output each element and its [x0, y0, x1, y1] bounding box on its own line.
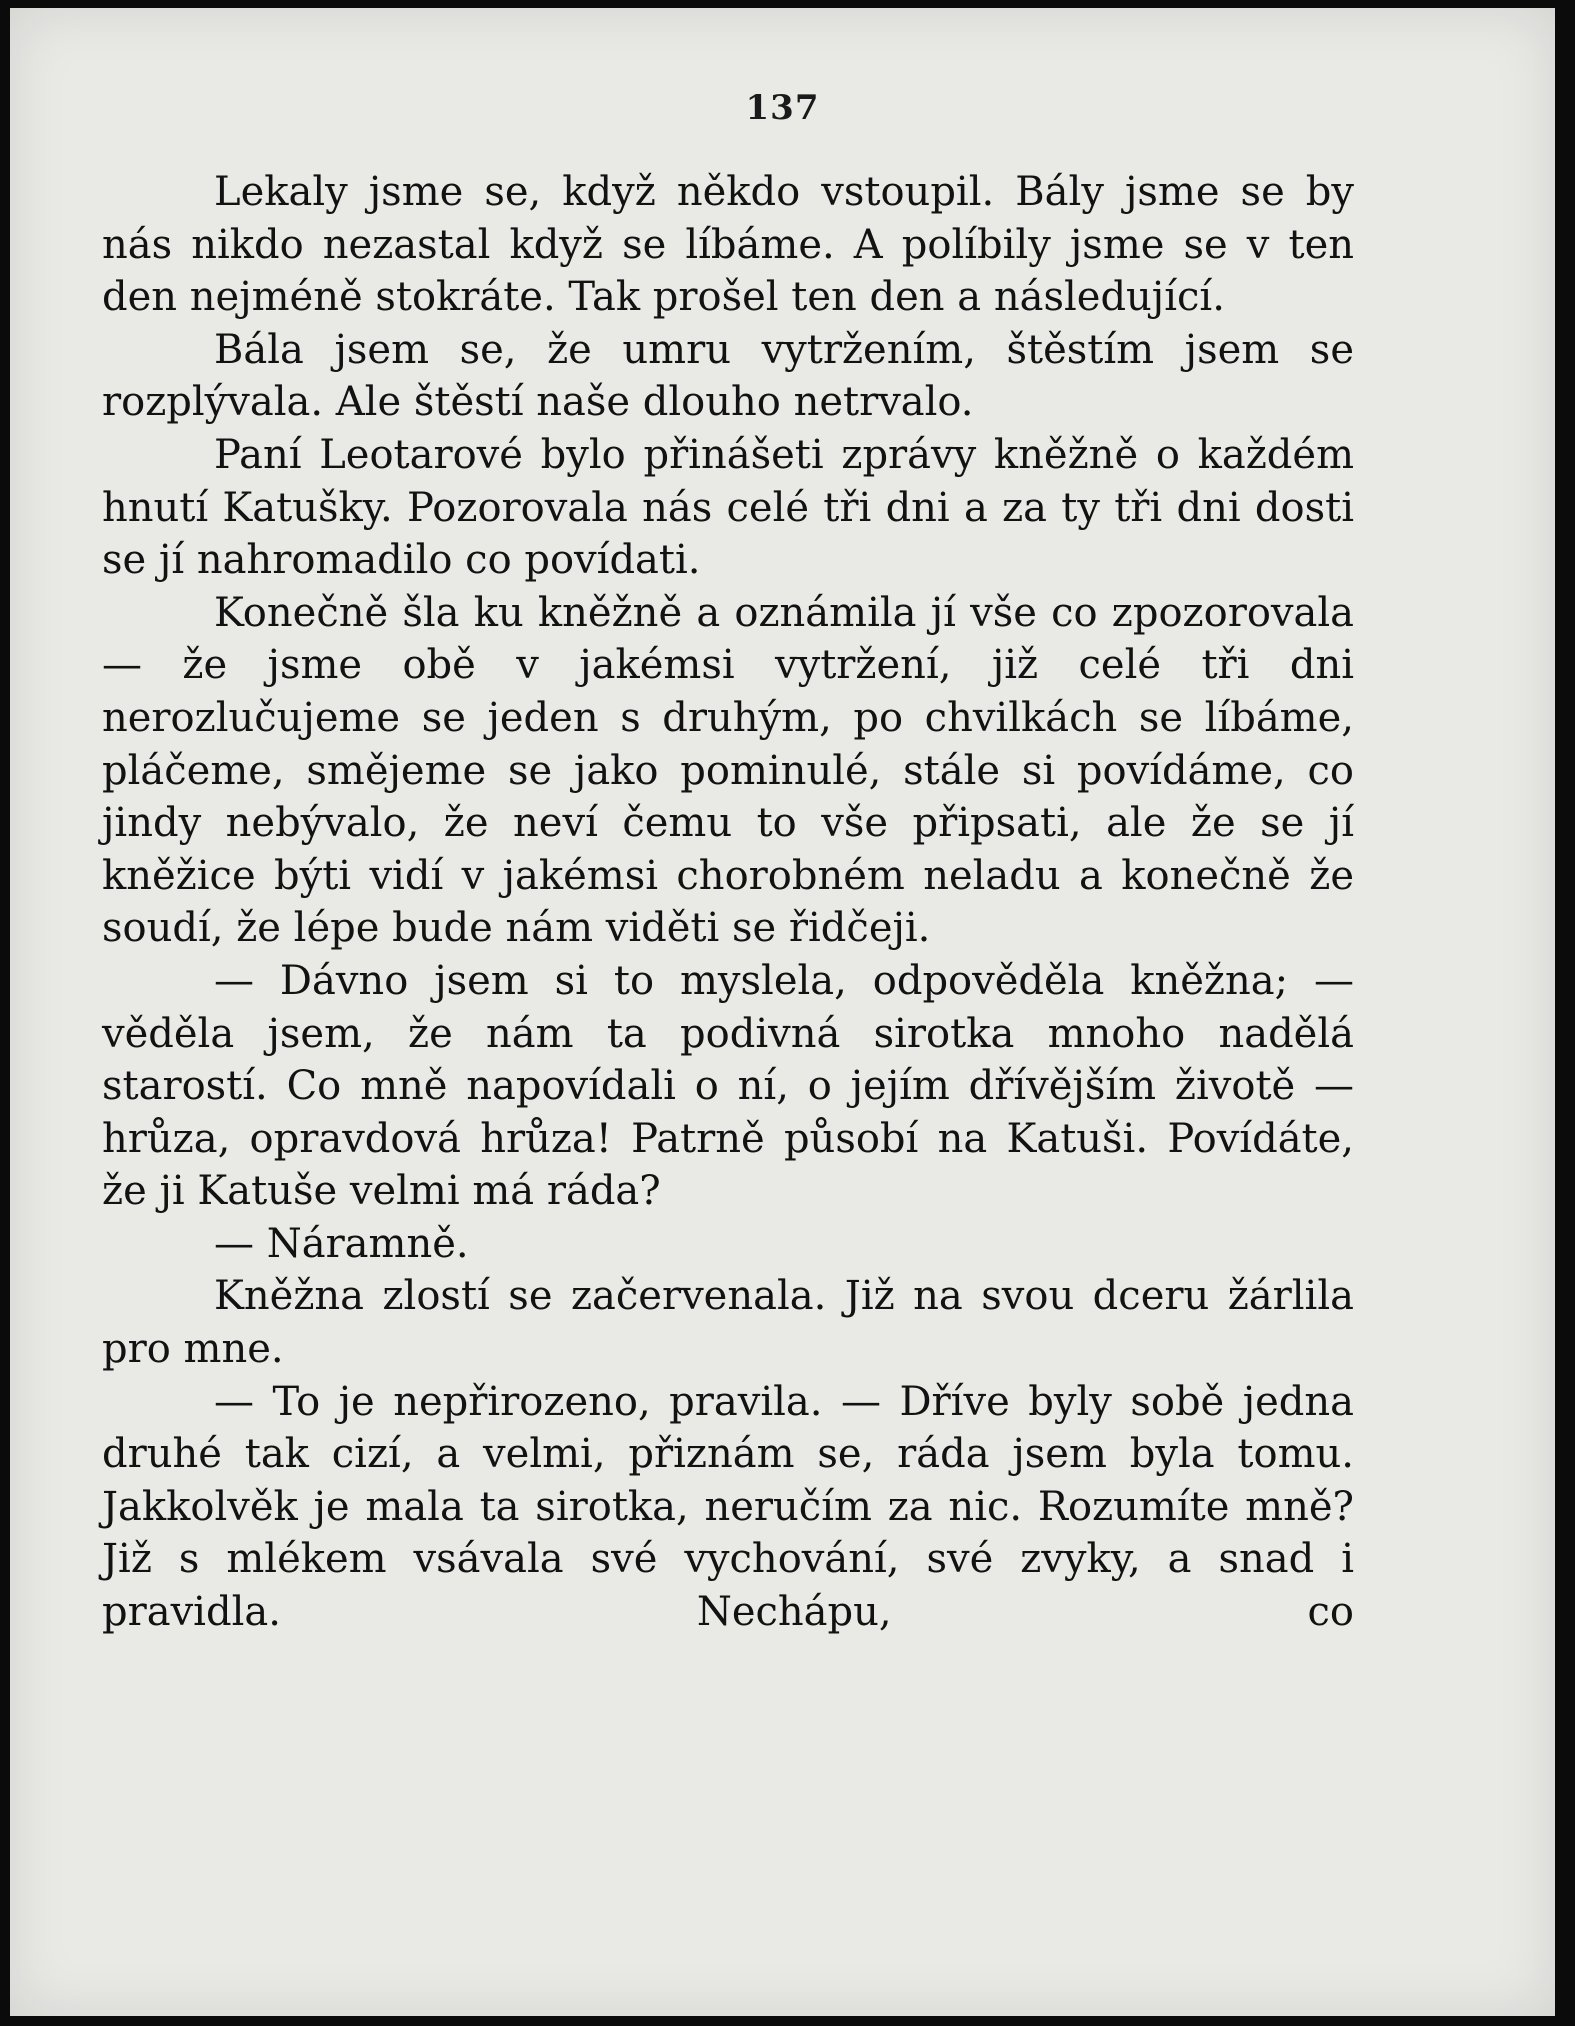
- paragraph-5: — Dávno jsem si to myslela, odpověděla kněžna; — věděla jsem, že nám ta podivná sirotka mnoho nadělá starostí. Co mně napovídali o ní, o jejím dřívějším životě — hrůza, opravdová hrůza! Patrně působí na Katuši. Povídáte, že ji Katuše velmi má ráda?: [102, 957, 1354, 1215]
- page-body-text: [102, 166, 1354, 1639]
- paragraph-1: Lekaly jsme se, když někdo vstoupil. Bály jsme se by nás nikdo nezastal když se líbáme. A políbily jsme se v ten den nejméně stokráte. Tak prošel ten den a následující.: [102, 169, 1354, 321]
- paragraph-2: Bála jsem se, že umru vytržením, štěstím jsem se rozplývala. Ale štěstí naše dlouho netrvalo.: [102, 326, 1354, 426]
- paragraph-8: — To je nepřirozeno, pravila. — Dříve byly sobě jedna druhé tak cizí, a velmi, přiznám se, ráda jsem byla tomu. Jakkolvěk je mala ta sirotka, neručím za nic. Rozumíte mně? Již s mlékem vsávala své vychování, své zvyky, a snad i pravidla. Nechápu, co: [102, 1378, 1354, 1636]
- book-page: [10, 8, 1555, 2016]
- paragraph-4: Konečně šla ku kněžně a oznámila jí vše co zpozorovala — že jsme obě v jakémsi vytržení, již celé tři dni nerozlučujeme se jeden s druhým, po chvilkách se líbáme, pláčeme, smějeme se jako pominulé, stále si povídáme, co jindy nebývalo, že neví čemu to vše připsati, ale že se jí kněžice býti vidí v jakémsi chorobném neladu a konečně že soudí, že lépe bude nám viděti se řidčeji.: [102, 589, 1354, 952]
- page-number: 137: [745, 88, 820, 128]
- paragraph-7: Kněžna zlostí se začervenala. Již na svou dceru žárlila pro mne.: [102, 1273, 1354, 1373]
- paragraph-6: — Náramně.: [214, 1220, 469, 1267]
- paragraph-3: Paní Leotarové bylo přinášeti zprávy kněžně o každém hnutí Katušky. Pozorovala nás celé tři dni a za ty tři dni dosti se jí nahromadilo co povídati.: [102, 431, 1354, 584]
